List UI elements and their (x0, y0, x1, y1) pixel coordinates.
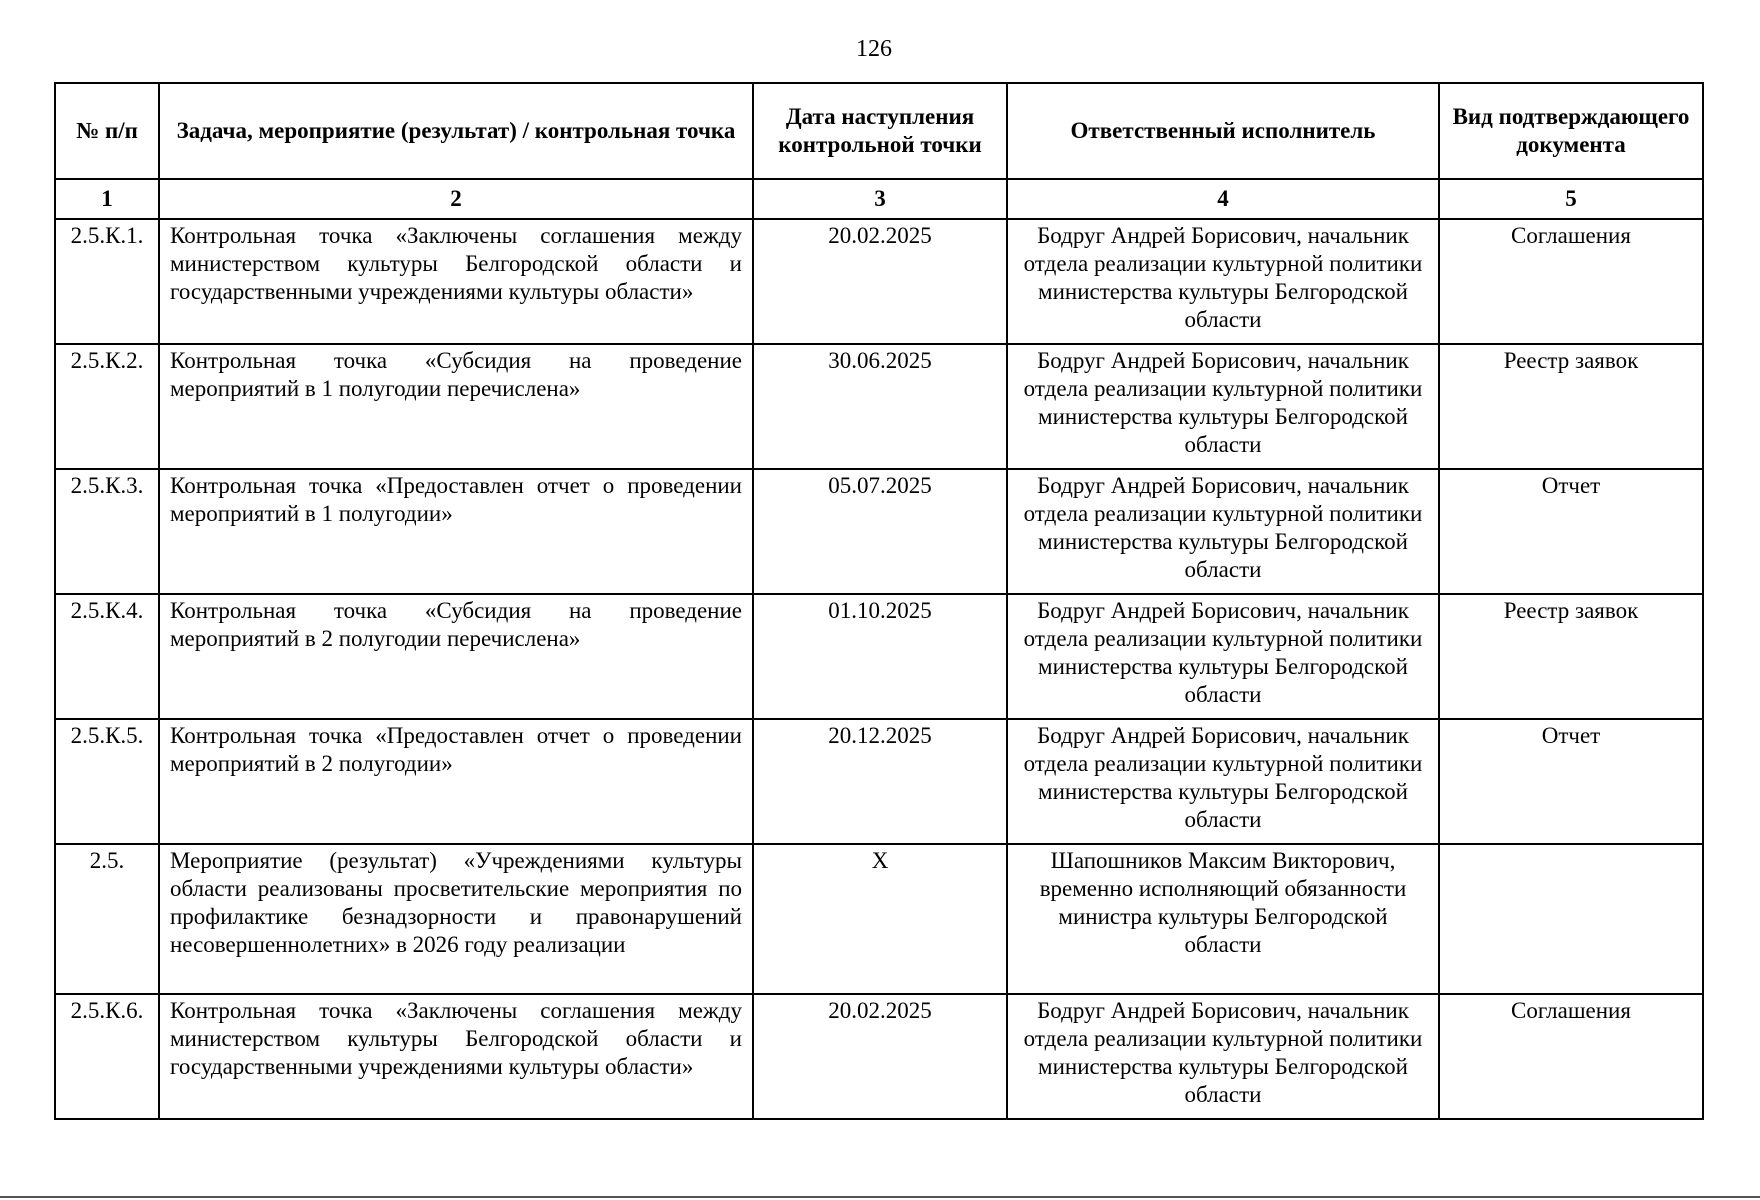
table-row (55, 594, 1703, 719)
table-row (55, 994, 1703, 1119)
row-responsible: Бодруг Андрей Борисович, начальник отдела реализации культурной политики министерства культуры Белгородской области (1007, 344, 1439, 469)
row-date: 20.12.2025 (753, 719, 1007, 844)
header-date: Дата наступления контрольной точки (753, 83, 1007, 179)
column-number-row (55, 179, 1703, 219)
row-doc-type: Реестр заявок (1439, 344, 1703, 469)
row-task: Контрольная точка «Субсидия на проведение мероприятий в 2 полугодии перечислена» (159, 594, 753, 719)
row-date: X (753, 844, 1007, 994)
row-number: 2.5.К.5. (55, 719, 159, 844)
row-responsible: Бодруг Андрей Борисович, начальник отдела реализации культурной политики министерства культуры Белгородской области (1007, 469, 1439, 594)
table-row (55, 719, 1703, 844)
table-header-row (55, 83, 1703, 179)
header-num: № п/п (55, 83, 159, 179)
row-number: 2.5.К.3. (55, 469, 159, 594)
header-task: Задача, мероприятие (результат) / контрольная точка (159, 83, 753, 179)
column-number: 4 (1007, 179, 1439, 219)
row-responsible: Бодруг Андрей Борисович, начальник отдела реализации культурной политики министерства культуры Белгородской области (1007, 994, 1439, 1119)
row-date: 20.02.2025 (753, 219, 1007, 344)
row-date: 20.02.2025 (753, 994, 1007, 1119)
row-responsible: Шапошников Максим Викторович, временно исполняющий обязанности министра культуры Белгородской области (1007, 844, 1439, 994)
row-doc-type: Отчет (1439, 469, 1703, 594)
row-doc-type: Реестр заявок (1439, 594, 1703, 719)
row-doc-type: Отчет (1439, 719, 1703, 844)
row-task: Мероприятие (результат) «Учреждениями культуры области реализованы просветительские мероприятия по профилактике безнадзорности и правонарушений несовершеннолетних» в 2026 году реализации (159, 844, 753, 994)
row-responsible: Бодруг Андрей Борисович, начальник отдела реализации культурной политики министерства культуры Белгородской области (1007, 219, 1439, 344)
row-doc-type (1439, 844, 1703, 994)
row-task: Контрольная точка «Предоставлен отчет о проведении мероприятий в 2 полугодии» (159, 719, 753, 844)
row-task: Контрольная точка «Заключены соглашения между министерством культуры Белгородской области и государственными учреждениями культуры области» (159, 994, 753, 1119)
table-row (55, 469, 1703, 594)
row-date: 01.10.2025 (753, 594, 1007, 719)
row-doc-type: Соглашения (1439, 994, 1703, 1119)
row-responsible: Бодруг Андрей Борисович, начальник отдела реализации культурной политики министерства культуры Белгородской области (1007, 719, 1439, 844)
row-date: 05.07.2025 (753, 469, 1007, 594)
column-number: 3 (753, 179, 1007, 219)
column-number: 2 (159, 179, 753, 219)
header-responsible: Ответственный исполнитель (1007, 83, 1439, 179)
row-task: Контрольная точка «Субсидия на проведение мероприятий в 1 полугодии перечислена» (159, 344, 753, 469)
row-number: 2.5.К.2. (55, 344, 159, 469)
control-points-table (54, 82, 1704, 1120)
header-doc-type: Вид подтверждающего документа (1439, 83, 1703, 179)
row-task: Контрольная точка «Предоставлен отчет о проведении мероприятий в 1 полугодии» (159, 469, 753, 594)
row-responsible: Бодруг Андрей Борисович, начальник отдела реализации культурной политики министерства культуры Белгородской области (1007, 594, 1439, 719)
page-number: 126 (856, 36, 892, 62)
table-row (55, 219, 1703, 344)
column-number: 5 (1439, 179, 1703, 219)
row-number: 2.5.К.1. (55, 219, 159, 344)
column-number: 1 (55, 179, 159, 219)
row-date: 30.06.2025 (753, 344, 1007, 469)
scan-bottom-rule (0, 1196, 1760, 1198)
row-number: 2.5. (55, 844, 159, 994)
row-number: 2.5.К.4. (55, 594, 159, 719)
table-row (55, 344, 1703, 469)
table-row (55, 844, 1703, 994)
row-number: 2.5.К.6. (55, 994, 159, 1119)
row-doc-type: Соглашения (1439, 219, 1703, 344)
row-task: Контрольная точка «Заключены соглашения между министерством культуры Белгородской области и государственными учреждениями культуры области» (159, 219, 753, 344)
